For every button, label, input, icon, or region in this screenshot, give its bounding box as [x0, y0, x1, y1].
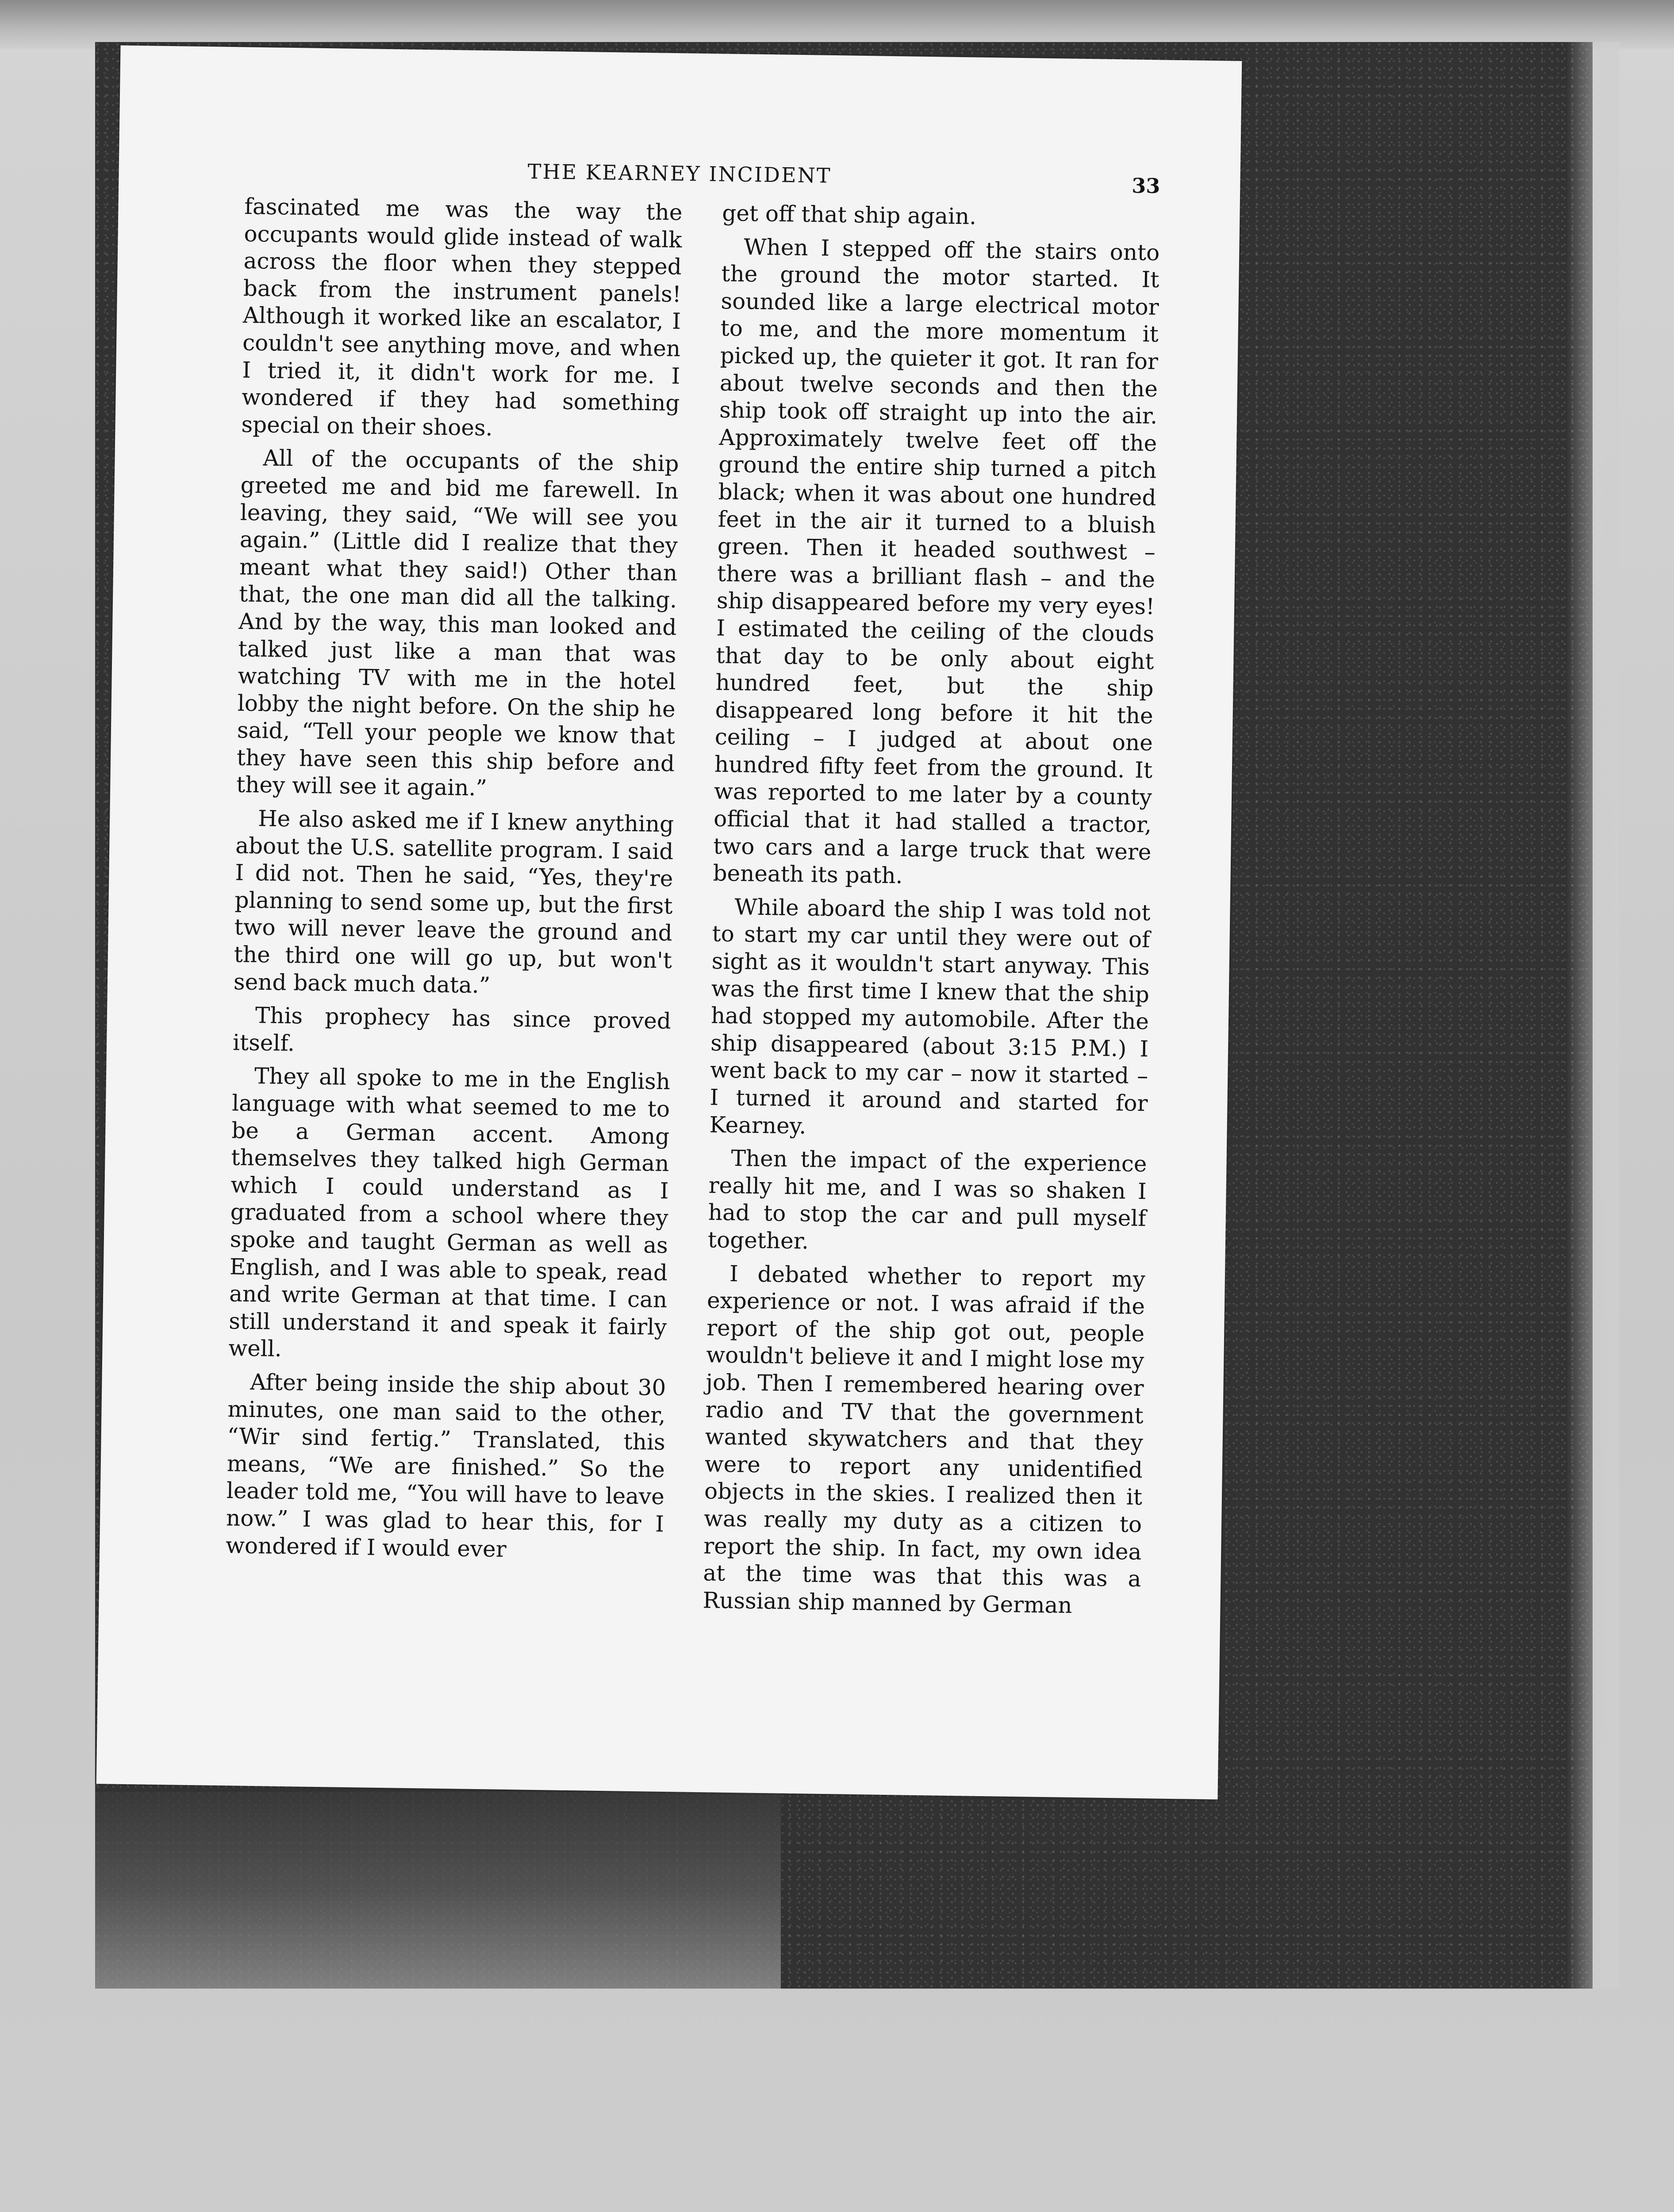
paragraph: He also asked me if I knew anything about the U.S. satellite program. I said I did not. Then he said, “Yes, they're planning to send some up, but the first two will never leave the ground and the third one will go up, but won't send back much data.”	[233, 806, 674, 998]
paragraph: When I stepped off the stairs onto the ground the motor started. It sounded like a large electrical motor to me, and the more momentum it picked up, the quieter it got. It ran for about twelve seconds and then the ship took off straight up into the air. Approximately twelve feet off the ground the entire ship turned a pitch black; when it was about one hundred feet in the air it turned to a bluish green. Then it headed southwest – there was a brilliant flash – and the ship disappeared before my very eyes! I estimated the ceiling of the clouds that day to be only about eight hundred feet, but the ship disappeared long before it hit the ceiling – I judged at about one hundred fifty feet from the ground. It was reported to me later by a county official that it had stalled a tractor, two cars and a large truck that were beneath its path.	[713, 234, 1160, 889]
book-page	[96, 45, 1242, 1799]
paragraph: This prophecy has since proved itself.	[232, 1002, 672, 1056]
lower-shadow-band	[95, 1792, 781, 1989]
running-head: THE KEARNEY INCIDENT	[527, 159, 832, 188]
paragraph: get off that ship again.	[722, 200, 977, 230]
paragraph: All of the occupants of the ship greeted me and bid me farewell. In leaving, they said, “We will see you again.” (Little did I realize that they meant what they said!) Other than that, the one man did all the talking. And by the way, this man looked and talked just like a man that was watching TV with me in the hotel lobby the night before. On the ship he said, “Tell your people we know that they have seen this ship before and they will see it again.”	[236, 445, 679, 801]
right-column	[703, 200, 1160, 1627]
paragraph: They all spoke to me in the English language with what seemed to me to be a German accent. Among themselves they talked high German which I could understand as I graduated from a school where they spoke and taught German as well as English, and I was able to speak, read and write German at that time. I can still understand it and speak it fairly well.	[228, 1063, 671, 1362]
paragraph: After being inside the ship about 30 minutes, one man said to the other, “Wir sind fertig.” Translated, this means, “We are finished.” So the leader told me, “You will have to leave now.” I was glad to hear this, for I wondered if I would ever	[225, 1369, 666, 1562]
paragraph: Then the impact of the experience really hit me, and I was so shaken I had to stop the car and pull myself together.	[707, 1145, 1147, 1254]
shadow-fade	[1566, 42, 1619, 1989]
paragraph: I debated whether to report my experience or not. I was afraid if the report of the ship got out, people wouldn't believe it and I might lose my job. Then I remembered hearing over radio and TV that the government wanted skywatchers and that they were to report any unidentified objects in the skies. I realized then it was really my duty as a citizen to report the ship. In fact, my own idea at the time was that this was a Russian ship manned by German	[703, 1260, 1146, 1618]
paragraph: While aboard the ship I was told not to start my car until they were out of sight as it wouldn't start anyway. This was the first time I knew that the ship had stopped my automobile. After the ship disappeared (about 3:15 P.M.) I went back to my car – now it started – I turned it around and started for Kearney.	[709, 894, 1151, 1139]
film-top-edge	[0, 0, 1674, 49]
paragraph: fascinated me was the way the occupants would glide instead of walk across the floor when they stepped back from the instrument panels! Although it worked like an escalator, I couldn't see anything move, and when I tried it, it didn't work for me. I wondered if they had something special on their shoes.	[241, 193, 683, 441]
page-number: 33	[1131, 173, 1160, 198]
left-column	[226, 193, 683, 1571]
